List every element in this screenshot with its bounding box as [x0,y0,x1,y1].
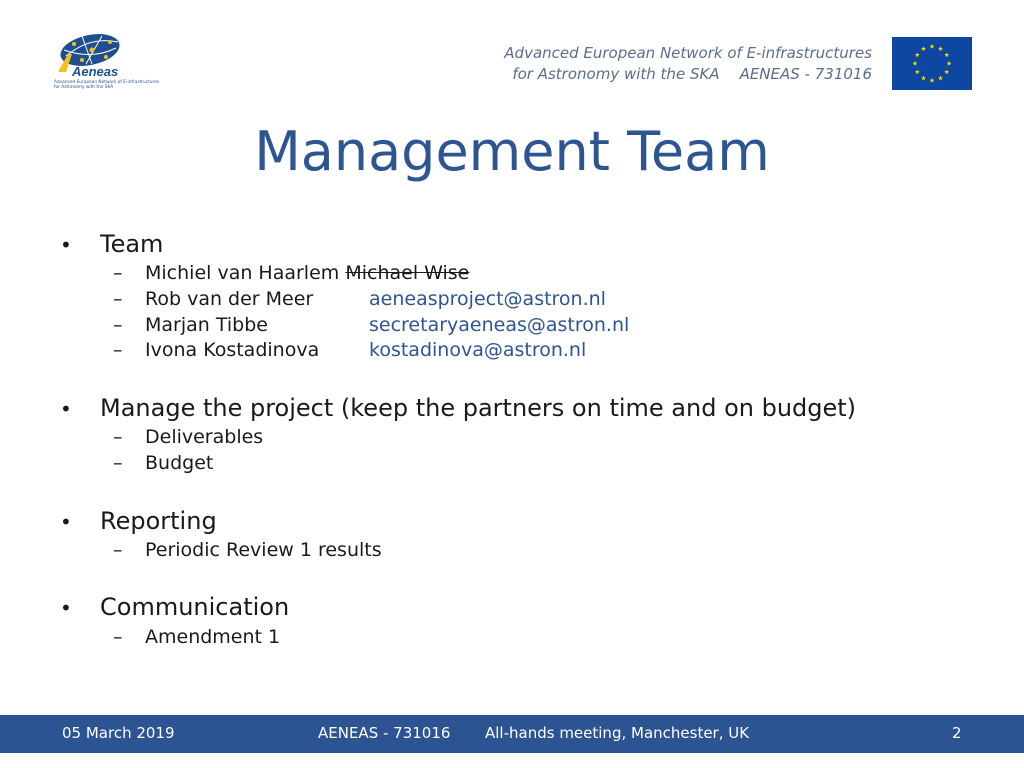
logo-tagline: Advanced European Network of E-infrastructures for Astronomy with the SKA [54,80,160,90]
header-project-code: AENEAS - 731016 [739,65,872,83]
team-member-name: Michiel van Haarlem [145,262,340,284]
struck-name: Michael Wise [345,262,470,284]
dash-icon: – [113,288,123,310]
dash-icon: – [113,452,123,474]
team-member-name: Rob van der Meer [145,288,314,310]
section-heading-communication: Communication [100,593,290,621]
section-heading-manage: Manage the project (keep the partners on time and on budget) [100,394,857,422]
dash-icon: – [113,339,123,361]
footer-project: AENEAS - 731016 [318,724,451,742]
section-heading-team: Team [100,230,164,258]
slide-title: Management Team [254,120,770,183]
bullet-icon: • [60,397,72,421]
dash-icon: – [113,426,123,448]
dash-icon: – [113,262,123,284]
list-item: Amendment 1 [145,626,281,648]
list-item: Deliverables [145,426,264,448]
header-tagline-program: for Astronomy with the SKA [512,65,720,83]
dash-icon: – [113,626,123,648]
dash-icon: – [113,314,123,336]
list-item: Budget [145,452,214,474]
logo-wordmark: Aeneas [72,64,119,79]
header-tagline-line1: Advanced European Network of E-infrastructures [504,44,872,62]
footer-page-number: 2 [952,724,962,742]
team-member-name: Marjan Tibbe [145,314,268,336]
dash-icon: – [113,539,123,561]
team-member [145,262,469,284]
email-link[interactable]: aeneasproject@astron.nl [369,288,606,310]
bullet-icon: • [60,510,72,534]
email-link[interactable]: kostadinova@astron.nl [369,339,587,361]
bullet-icon: • [60,233,72,257]
slide-footer [0,715,1024,753]
footer-meeting: All-hands meeting, Manchester, UK [485,724,750,742]
email-link[interactable]: secretaryaeneas@astron.nl [369,314,630,336]
list-item: Periodic Review 1 results [145,539,382,561]
team-member-name: Ivona Kostadinova [145,339,320,361]
section-heading-reporting: Reporting [100,507,217,535]
bullet-icon: • [60,596,72,620]
footer-date: 05 March 2019 [62,724,175,742]
